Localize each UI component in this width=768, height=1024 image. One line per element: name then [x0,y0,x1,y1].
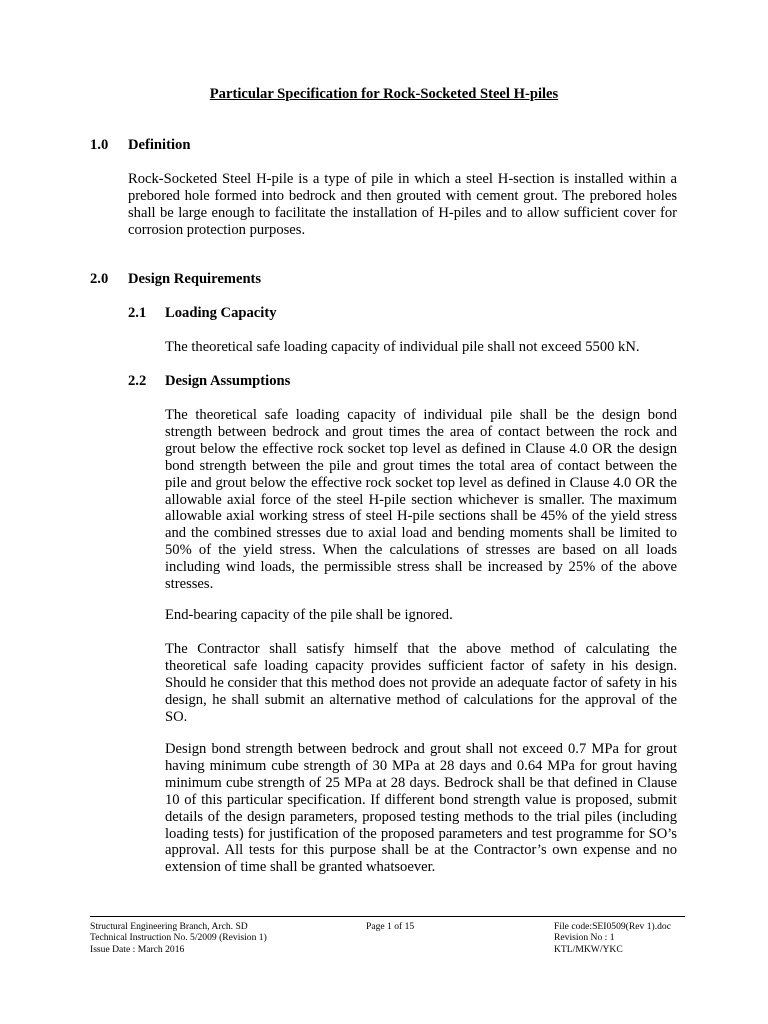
footer-file-code: File code:SEI0509(Rev 1).doc [554,921,671,932]
subsection-title: Design Assumptions [165,373,291,389]
section-number: 1.0 [90,137,109,153]
loading-capacity-paragraph: The theoretical safe loading capacity of individual pile shall not exceed 5500 kN. [165,339,640,355]
section-title: Design Requirements [128,271,262,287]
end-bearing-paragraph: End-bearing capacity of the pile shall be ignored. [165,607,453,623]
document-title: Particular Specification for Rock-Socketed Steel H-piles [209,86,559,102]
subsection-number: 2.2 [128,373,147,389]
footer-revision: Revision No : 1 [554,932,615,944]
footer-right [554,921,671,955]
subsection-number: 2.1 [128,305,147,321]
design-assumptions-paragraph: The theoretical safe loading capacity of individual pile shall be the design bond strength between bedrock and grout times the area of contact between the rock and grout below the effective rock socket top level as defined in Clause 4.0 OR the design bond strength between the pile and grout times the total area of contact between the pile and grout below the effective rock socket top level as defined in Clause 4.0 OR the allowable axial force of the steel H-pile section whichever is smaller. The maximum allowable axial working stress of steel H-pile sections shall be 45% of the yield stress and the combined stresses due to axial load and bending moments shall be limited to 50% of the yield stress. When the calculations of stresses are based on all loads including wind loads, the permissible stress shall be increased by 25% of the above stresses. [165,407,677,593]
bond-strength-paragraph: Design bond strength between bedrock and grout shall not exceed 0.7 MPa for grout having minimum cube strength of 30 MPa at 28 days and 0.64 MPa for grout having minimum cube strength of 25 MPa at 28 days. Bedrock shall be that defined in Clause 10 of this particular specification. If different bond strength value is proposed, submit details of the design parameters, proposed testing methods to the trial piles (including loading tests) for justification of the proposed parameters and test programme for SO’s approval. All tests for this purpose shall be at the Contractor’s own expense and no extension of time shall be granted whatsoever. [165,741,677,876]
subsection-title: Loading Capacity [165,305,277,321]
section-title: Definition [128,137,191,153]
footer-branch: Structural Engineering Branch, Arch. SD [90,921,248,932]
footer-divider [90,916,685,917]
page-number: Page 1 of 15 [366,921,415,932]
footer-page-number [366,921,414,932]
contractor-responsibility-paragraph: The Contractor shall satisfy himself that the above method of calculating the theoretical safe loading capacity provides sufficient factor of safety in his design. Should he consider that this method does not provide an adequate factor of safety in his design, he shall submit an alternative method of calculations for the approval of the SO. [165,641,677,725]
footer-issue-date: Issue Date : March 2016 [90,943,185,955]
section-number: 2.0 [90,271,109,287]
definition-paragraph: Rock-Socketed Steel H-pile is a type of pile in which a steel H-section is installed within a prebored hole formed into bedrock and then grouted with cement grout. The prebored holes shall be large enough to facilitate the installation of H-piles and to allow sufficient cover for corrosion protection purposes. [128,171,677,238]
footer-left [90,921,267,955]
footer-initials: KTL/MKW/YKC [554,943,623,955]
footer-instruction: Technical Instruction No. 5/2009 (Revision 1) [90,932,267,944]
